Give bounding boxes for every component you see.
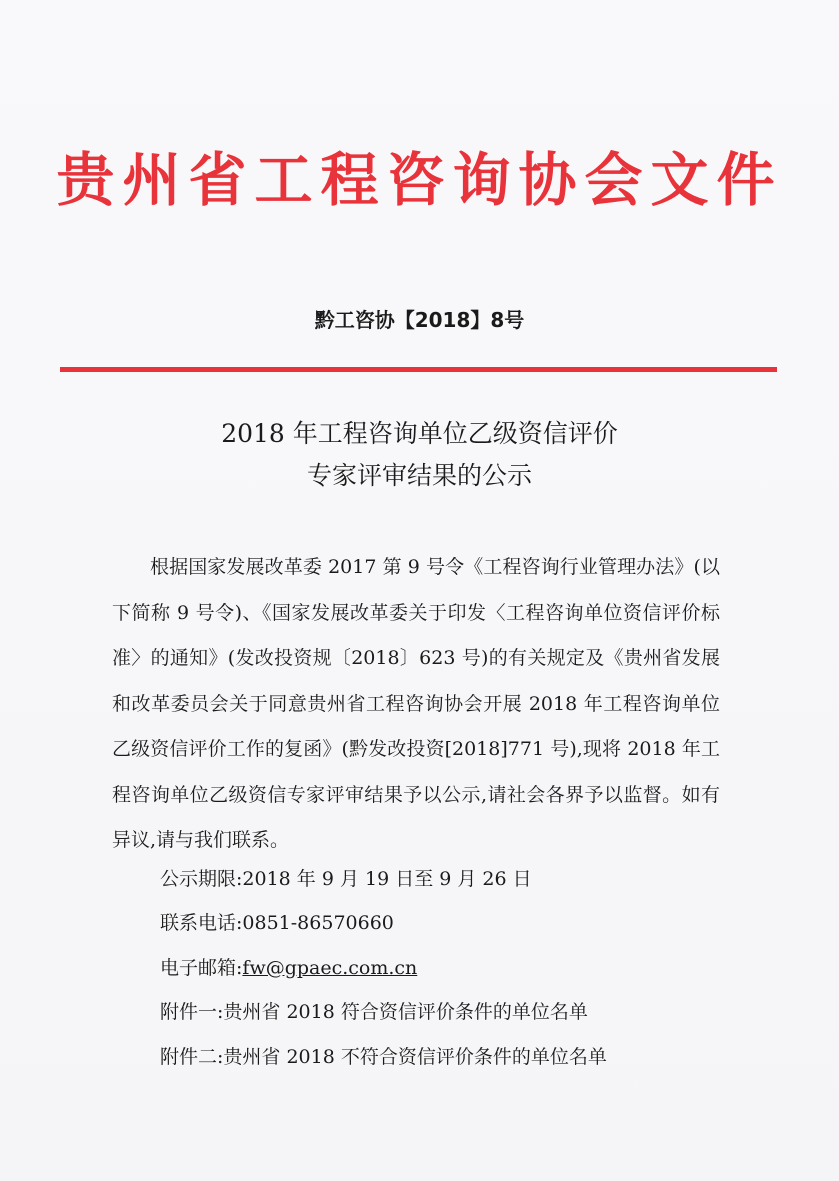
attachment-two [160,1041,607,1073]
masthead-title: 贵州省工程咨询协会文件 [56,146,783,214]
attachment-two-label: 附件二: [160,1046,224,1068]
document-number: 黔工咨协【2018】8号 [314,308,525,332]
contact-phone [160,907,394,939]
contact-phone-label: 联系电话: [160,912,243,934]
contact-email-label: 电子邮箱: [160,957,243,979]
attachment-one [160,996,588,1028]
contact-email [160,952,417,984]
attachment-one-value: 贵州省 2018 符合资信评价条件的单位名单 [223,1001,588,1023]
contact-phone-value: 0851-86570660 [242,912,394,934]
publicity-period-label: 公示期限: [160,868,243,890]
attachment-two-value: 贵州省 2018 不符合资信评价条件的单位名单 [223,1046,607,1068]
notice-title-line2: 专家评审结果的公示 [306,461,532,490]
publicity-period [160,863,532,895]
notice-title-line1: 2018 年工程咨询单位乙级资信评价 [221,419,618,448]
red-divider [60,367,777,372]
publicity-period-value: 2018 年 9 月 19 日至 9 月 26 日 [242,868,532,890]
email-link[interactable]: fw@gpaec.com.cn [242,957,418,979]
body-paragraph: 根据国家发展改革委 2017 第 9 号令《工程咨询行业管理办法》(以下简称 9 号令)、《国家发展改革委关于印发〈工程咨询单位资信评价标准〉的通知》(发改投资规〔2018〕623 号)的有关规定及《贵州省发展和改革委员会关于同意贵州省工程咨询协会开展 2018 年工程咨询单位乙级资信评价工作的复函》(黔发改投资[2018]771 号),现将 2018 年工程咨询单位乙级资信专家评审结果予以公示,请社会各界予以监督。如有异议,请与我们联系。 [112,556,720,851]
attachment-one-label: 附件一: [160,1001,224,1023]
